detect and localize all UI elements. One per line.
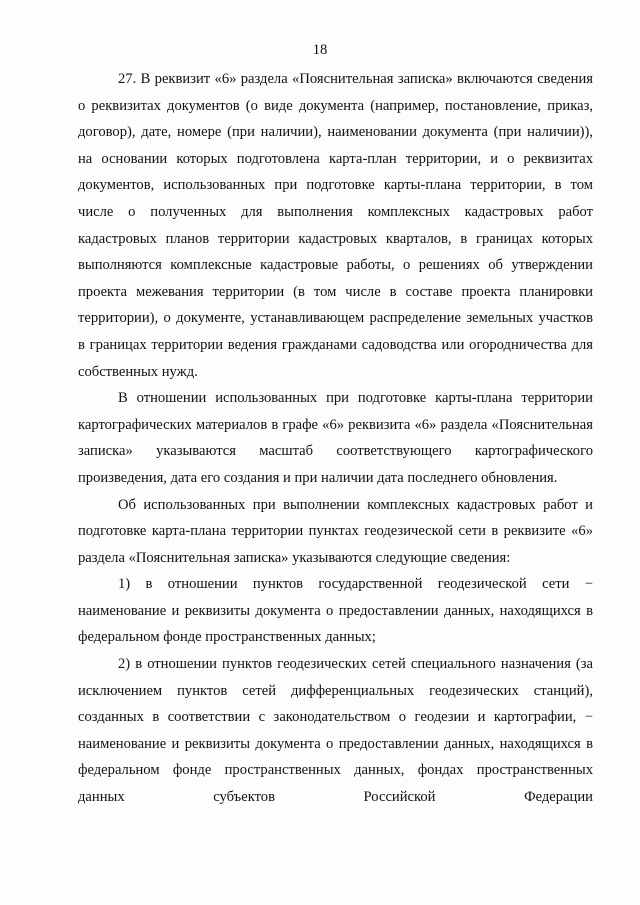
paragraph-cartographic-materials: В отношении использованных при подготовке карты-плана территории картографических материалов в графе «6» реквизита «6» раздела «Пояснительная записка» указываются масштаб соответствующего картографического произведения, дата его создания и при наличии дата последнего обновления. xyxy=(78,390,593,486)
page-number: 18 xyxy=(312,42,328,58)
paragraph-subitem-2: 2) в отношении пунктов геодезических сетей специального назначения (за исключением пунктов сетей дифференциальных геодезических станций), созданных в соответствии с законодательством о геодезии и картографии, − наименование и реквизиты документа о предоставлении данных, находящихся в федеральном фонде пространственных данных, фондах пространственных данных субъектов Российской Федерации xyxy=(78,656,593,806)
paragraph-geodetic-points-intro: Об использованных при выполнении комплексных кадастровых работ и подготовке карта-плана территории пунктах геодезической сети в реквизите «6» раздела «Пояснительная записка» указываются следующие сведения: xyxy=(78,496,593,566)
paragraph-subitem-1: 1) в отношении пунктов государственной геодезической сети − наименование и реквизиты документа о предоставлении данных, находящихся в федеральном фонде пространственных данных; xyxy=(78,576,593,646)
document-body xyxy=(78,66,593,811)
paragraph-item-27: 27. В реквизит «6» раздела «Пояснительная записка» включаются сведения о реквизитах документов (о виде документа (например, постановление, приказ, договор), дате, номере (при наличии), наименовании документа (при наличии)), на основании которых подготовлена карта-план территории, и о реквизитах документов, использованных при подготовке карты-плана территории, в том числе о полученных для выполнения комплексных кадастровых работ кадастровых планов территории кадастровых кварталов, в границах которых выполняются комплексные кадастровые работы, о решениях об утверждении проекта межевания территории (в том числе в составе проекта планировки территории), о документе, устанавливающем распределение земельных участков в границах территории ведения гражданами садоводства или огородничества для собственных нужд. xyxy=(78,71,593,380)
